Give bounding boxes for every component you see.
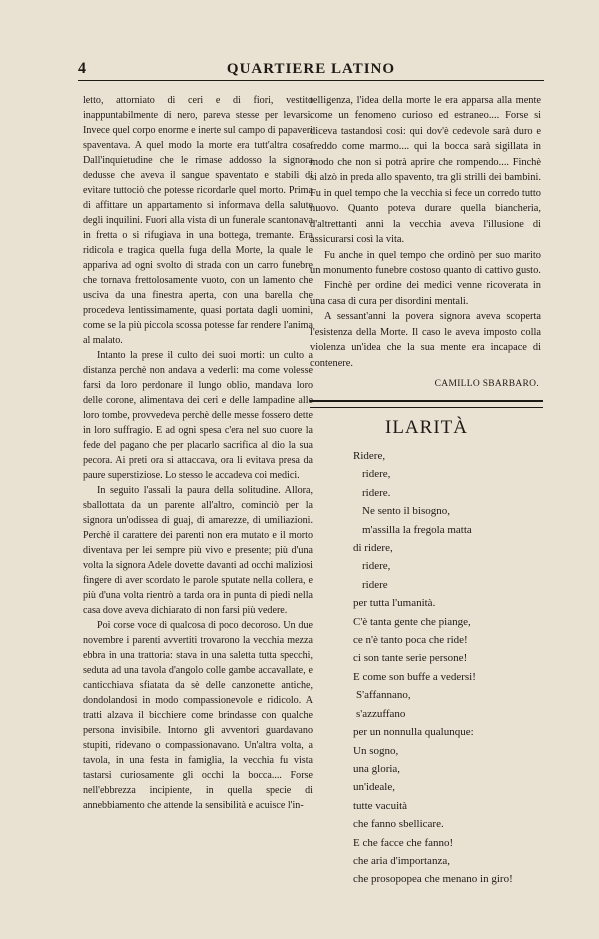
poem-line: un'ideale, bbox=[353, 781, 395, 794]
poem-title: ILARITÀ bbox=[385, 417, 468, 438]
article-paragraph: Intanto la prese il culto dei suoi morti: un culto a distanza perchè non andava a vederli: ma come volesse farsi da loro perdonare il lungo oblio, mandava loro delle corone, alimentava dei ceri e delle lampadine alle loro tombe, provvedeva perchè delle messe fossero dette in loro suffragio. E ad ogni spesa c'era nel suo cuore la fede del pagano che per placarlo sacrifica al dio la sua pecora. Ai preti ora si attaccava, ora li evitava presa da paure superstiziose. Lo stesso le accadeva coi medici. bbox=[83, 350, 313, 481]
poem-line: S'affannano, bbox=[356, 689, 411, 702]
poem-line: per un nonnulla qualunque: bbox=[353, 726, 474, 739]
article-paragraph: Finchè per ordine dei medici venne ricoverata in una casa di cura per disordini mentali. bbox=[310, 280, 541, 307]
journal-title: QUARTIERE LATINO bbox=[226, 61, 396, 77]
poem-line: di ridere, bbox=[353, 542, 393, 555]
poem-line: Un sogno, bbox=[353, 744, 399, 757]
article-paragraph: Fu anche in quel tempo che ordinò per suo marito un monumento funebre costoso quanto di cattivo gusto. bbox=[310, 249, 541, 276]
article-paragraph: letto, attorniato di ceri e di fiori, vestito inappuntabilmente di nero, pareva stesse per levarsi. Invece quel corpo enorme e inerte sul campo di papaveri spaventava. A quel modo la morte era tutt'altra cosa. Dall'inquietudine che le rimase addosso la signora dedusse che aveva il sangue spaventato e stabilì di evitare tuttociò che potesse ricordarle quel morto. Prima di affittare un appartamento si informava della salute degli inquilini. Fuori alla vista di un funerale scantonava in fretta o si rifugiava in una bottega, tremante. Era ridicola e tragica quella fuga della Morte, la quale le appariva ad ogni svolto di strada con un carro funebre che tornava frettolosamente vuoto, con un lamento che usciva da una finestra aperta, con una barella che procedeva lentissimamente, quasi portata dagli uomini, come se la più piccola scossa potesse far rendere l'anima al malato. bbox=[83, 95, 313, 346]
poem-line: una gloria, bbox=[353, 762, 401, 775]
poem-line: E come son buffe a vedersi! bbox=[353, 670, 476, 683]
article-paragraph: Poi corse voce di qualcosa di poco decoroso. Un due novembre i parenti avvertiti trovarono la vecchia mezza ebbra in una trattoria: stava in una saletta tutta specchi, seduta ad una tavola d'angolo colle gambe accavallate, e canticchiava sfiatata da sè delle canzonette antiche, dondolandosi in modo compassionevole e ridicolo. A tratti alzava il bicchiere come brindasse con qualche persona invisibile. Intorno gli avventori guardavano stupiti, ridevano o compassionavano. Un'altra volta, a tavola, in una festa in famiglia, la vecchia fu vista tastarsi curiosamente gli occhi la bocca.... Forse nell'ebbrezza incipiente, in quella specie di annebbiamento che attende la sensibilità e acuisce l'in- bbox=[83, 620, 313, 811]
poem-line: ce n'è tanto poca che ride! bbox=[353, 634, 468, 647]
poem-line: per tutta l'umanità. bbox=[353, 597, 436, 610]
poem-line: ridere, bbox=[362, 468, 391, 481]
poem-line: s'azzuffano bbox=[356, 707, 406, 720]
poem-line: ci son tante serie persone! bbox=[353, 652, 468, 665]
poem-line: che fanno sbellicare. bbox=[353, 818, 444, 831]
article-left-column bbox=[83, 93, 313, 813]
poem-line: E che facce che fanno! bbox=[353, 836, 454, 849]
page-number: 4 bbox=[78, 60, 86, 77]
article-paragraph: telligenza, l'idea della morte le era apparsa alla mente come un fenomeno curioso ed estraneo.... Forse si diceva tastandosi cosi: qui dov'è cedevole sarà duro e freddo come marmo.... qui la bocca sarà sigillata in modo che non si potrà aprire che rompendo.... Finchè si alzò in preda allo spavento, tra gli strilli dei bambini. Fu in quel tempo che la vecchia si fece un corredo tutto nuovo. Quanto poteva durare quella biancheria, d'altrettanti anni la vecchia aveva l'illusione di assicurarsi così la vita. bbox=[310, 95, 541, 246]
poem-line: Ne sento il bisogno, bbox=[362, 505, 450, 518]
section-divider bbox=[310, 400, 543, 408]
poem-body bbox=[353, 447, 513, 889]
author-signature: CAMILLO SBARBARO. bbox=[434, 379, 539, 390]
poem-line: ridere, bbox=[362, 560, 391, 573]
poem-line: m'assilla la fregola matta bbox=[362, 523, 472, 536]
poem-line: che aria d'importanza, bbox=[353, 854, 450, 867]
article-paragraph: A sessant'anni la povera signora aveva scoperta l'esistenza della Morte. Il caso le aveva imposto colla violenza un'idea che la sua mente era incapace di contenere. bbox=[310, 311, 541, 369]
poem-line: ridere. bbox=[362, 486, 391, 499]
poem-line: tutte vacuità bbox=[353, 799, 408, 812]
article-right-column bbox=[310, 93, 541, 393]
article-paragraph: In seguito l'assalì la paura della solitudine. Allora, sballottata da un parente all'altro, cominciò per la signora un'odissea di guaj, di amarezze, di umiliazioni. Perchè il carattere dei parenti non era mutato e il morto diventava per lei sempre più vivo e presente; più d'una volta la signora Adele dovette davanti ad occhi maliziosi fingere di aver scordato le parole sputate nella collera, e più d'una volta rientrò a tarda ora in punta di piedi nella casa dove aveva dichiarato di non farsi più vedere. bbox=[83, 485, 313, 616]
poem-line: che prosopopea che menano in giro! bbox=[353, 873, 513, 886]
page-header bbox=[78, 60, 544, 81]
poem-line: Ridere, bbox=[353, 450, 386, 462]
poem-line: ridere bbox=[362, 578, 388, 591]
poem-line: C'è tanta gente che piange, bbox=[353, 615, 471, 628]
